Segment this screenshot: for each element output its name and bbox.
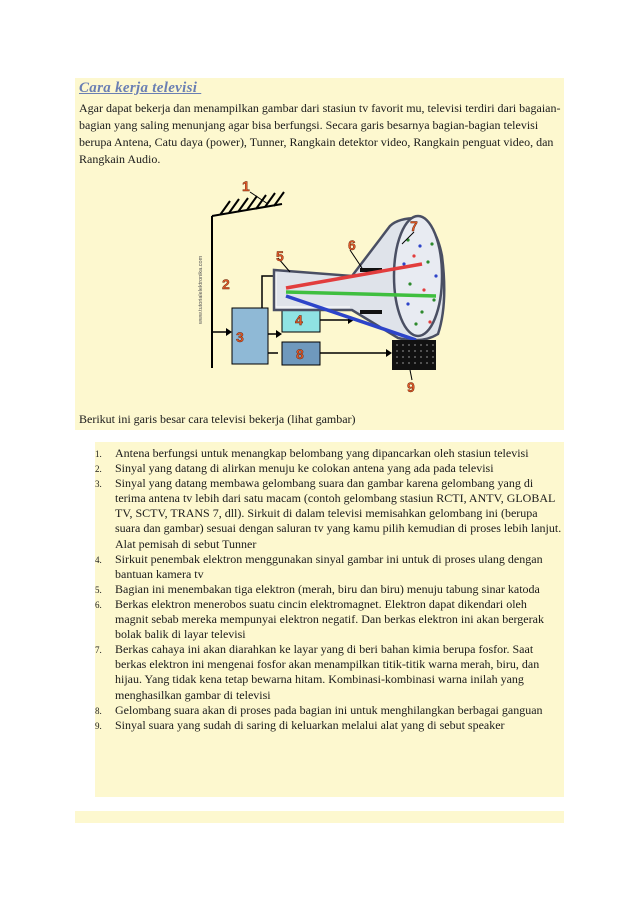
list-number: 9. [95,720,102,731]
list-item [79,597,563,642]
steps-list [79,446,563,733]
diagram-label-7: 7 [410,218,418,234]
list-text: Sirkuit penembak elektron menggunakan sinyal gambar ini untuk di proses ulang dengan bantuan kamera tv [115,551,543,581]
arrow-icon [386,349,392,357]
intro-paragraph: Agar dapat bekerja dan menampilkan gambar dari stasiun tv favorit mu, televisi terdiri dari bagaian-bagian yang saling menunjang agar bisa berfungsi. Secara garis besarnya bagian-bagian televisi berupa Antena, Catu daya (power), Tunner, Rangkain detektor video, Rangkain penguat video, dan Rangkain Audio. [79,101,561,166]
list-item [79,552,563,582]
arrow-icon [226,328,232,336]
diagram-caption: Berikut ini garis besar cara televisi bekerja (lihat gambar) [79,412,356,426]
list-text: Bagian ini menembakan tiga elektron (merah, biru dan biru) menuju tabung sinar katoda [115,581,540,596]
list-number: 1. [95,449,102,459]
footer-strip [75,811,564,823]
list-number: 8. [95,705,102,716]
diagram-label-4: 4 [295,312,303,328]
tv-diagram [190,172,450,396]
speaker-icon [392,340,436,370]
list-item [79,476,563,551]
diagram-label-3: 3 [236,329,244,345]
diagram-label-8: 8 [296,346,304,362]
list-text: Gelombang suara akan di proses pada bagian ini untuk menghilangkan berbagai ganguan [115,702,543,717]
list-item [79,446,563,461]
arrow-icon [276,330,282,338]
diagram-label-2: 2 [222,276,230,292]
list-item [79,582,563,597]
list-item [79,642,563,702]
list-number: 4. [95,554,102,565]
list-text: Sinyal yang datang membawa gelombang suara dan gambar karena gelombang yang di terima antena tv lebih dari satu macam (contoh gelombang stasiun RCTI, ANTV, GLOBAL TV, SCTV, TRANS 7, dll). Sirkuit di dalam televisi memisahkan gelombang ini (berupa suara dan gambar) sesuai dengan saluran tv yang kamu pilih kemudian di proses lebih lanjut. Alat pemisah di sebut Tunner [115,476,562,551]
list-number: 6. [95,599,102,610]
list-text: Antena berfungsi untuk menangkap belombang yang dipancarkan oleh stasiun televisi [115,446,529,460]
list-number: 5. [95,584,102,595]
list-number: 2. [95,464,102,475]
list-number: 3. [95,479,102,490]
list-item [79,718,563,733]
list-text: Sinyal yang datang di alirkan menuju ke colokan antena yang ada pada televisi [115,461,494,476]
diagram-label-1: 1 [242,178,250,194]
list-text: Berkas elektron menerobos suatu cincin elektromagnet. Elektron dapat dikendari oleh magnit sebab mereka mempunyai elektron negatif. Dan berkas elektron ini akan bergerak bolak balik di layar televisi [115,596,544,642]
magnet-ring-icon [360,310,382,314]
list-item [79,703,563,718]
diagram-label-9: 9 [407,379,415,395]
list-item [79,461,563,476]
diagram-label-6: 6 [348,237,356,253]
list-number: 7. [95,645,102,656]
watermark-text: www.tutorialelektronika.com [198,255,204,324]
diagram-label-5: 5 [276,248,284,264]
list-text: Sinyal suara yang sudah di saring di keluarkan melalui alat yang di sebut speaker [115,717,505,732]
article-title[interactable]: Cara kerja televisi [79,80,202,96]
list-text: Berkas cahaya ini akan diarahkan ke layar yang di beri bahan kimia berupa fosfor. Saat berkas elektron ini mengenai fosfor akan menampilkan titik-titik warna merah, biru, dan hijau. Yang tidak kena tetap bewarna hitam. Kombinasi-kombinasi warna inilah yang menghasilkan gambar di televisi [115,642,540,702]
